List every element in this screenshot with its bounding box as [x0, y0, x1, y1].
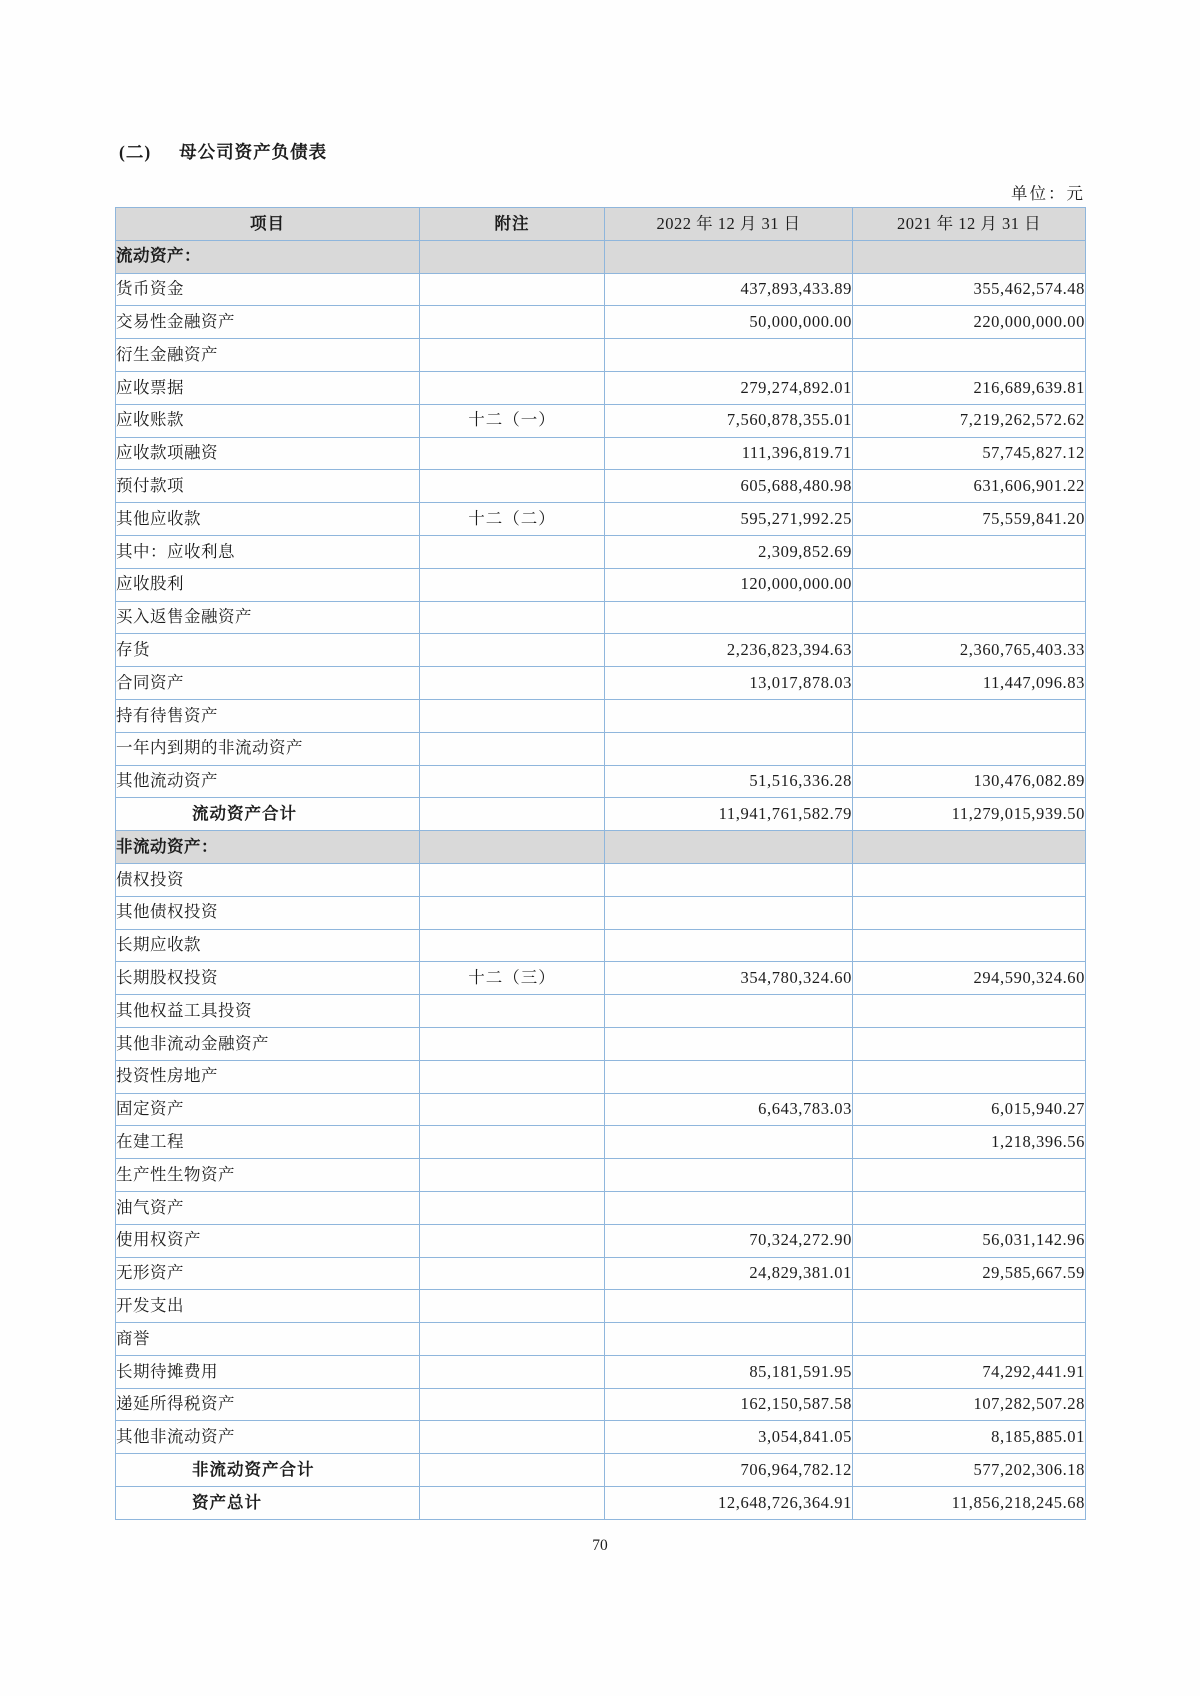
- value-2021-cell: [853, 863, 1086, 896]
- table-row: [116, 1060, 1086, 1093]
- note-cell: [420, 437, 605, 470]
- note-cell: [420, 699, 605, 732]
- value-2021-cell: [853, 995, 1086, 1028]
- table-row: [116, 1388, 1086, 1421]
- note-cell: [420, 1355, 605, 1388]
- total-row: [116, 798, 1086, 831]
- value-2021-cell: [853, 339, 1086, 372]
- table-row: [116, 699, 1086, 732]
- table-row: [116, 535, 1086, 568]
- col-header-note: 附注: [420, 208, 605, 241]
- value-2021-cell: [853, 240, 1086, 273]
- value-2021-cell: 11,447,096.83: [853, 667, 1086, 700]
- value-2021-cell: 2,360,765,403.33: [853, 634, 1086, 667]
- table-row: [116, 1159, 1086, 1192]
- col-header-item: 项目: [116, 208, 420, 241]
- value-2022-cell: [605, 863, 853, 896]
- table-row: [116, 995, 1086, 1028]
- note-cell: [420, 470, 605, 503]
- section-row: [116, 240, 1086, 273]
- value-2021-cell: 57,745,827.12: [853, 437, 1086, 470]
- value-2021-cell: 11,279,015,939.50: [853, 798, 1086, 831]
- table-row: [116, 371, 1086, 404]
- value-2022-cell: [605, 896, 853, 929]
- note-cell: [420, 339, 605, 372]
- value-2022-cell: 120,000,000.00: [605, 568, 853, 601]
- total-row: [116, 1454, 1086, 1487]
- item-cell: 持有待售资产: [116, 699, 420, 732]
- table-row: [116, 929, 1086, 962]
- value-2022-cell: 85,181,591.95: [605, 1355, 853, 1388]
- table-row: [116, 1355, 1086, 1388]
- value-2021-cell: [853, 1027, 1086, 1060]
- note-cell: [420, 995, 605, 1028]
- note-cell: [420, 896, 605, 929]
- value-2021-cell: 631,606,901.22: [853, 470, 1086, 503]
- value-2022-cell: [605, 699, 853, 732]
- item-cell: 一年内到期的非流动资产: [116, 732, 420, 765]
- value-2021-cell: 294,590,324.60: [853, 962, 1086, 995]
- value-2022-cell: 13,017,878.03: [605, 667, 853, 700]
- value-2021-cell: [853, 1159, 1086, 1192]
- table-row: [116, 732, 1086, 765]
- value-2022-cell: 2,309,852.69: [605, 535, 853, 568]
- table-row: [116, 1027, 1086, 1060]
- item-cell: 开发支出: [116, 1290, 420, 1323]
- note-cell: [420, 1027, 605, 1060]
- unit-label: 单位：元: [1011, 184, 1085, 203]
- item-cell: 应收股利: [116, 568, 420, 601]
- value-2021-cell: [853, 732, 1086, 765]
- item-cell: 长期待摊费用: [116, 1355, 420, 1388]
- value-2022-cell: 3,054,841.05: [605, 1421, 853, 1454]
- value-2022-cell: 2,236,823,394.63: [605, 634, 853, 667]
- value-2021-cell: [853, 929, 1086, 962]
- note-cell: [420, 273, 605, 306]
- value-2022-cell: [605, 929, 853, 962]
- note-cell: [420, 667, 605, 700]
- section-row: [116, 831, 1086, 864]
- value-2022-cell: [605, 1159, 853, 1192]
- note-cell: [420, 1454, 605, 1487]
- value-2022-cell: [605, 240, 853, 273]
- note-cell: [420, 732, 605, 765]
- header-row: [116, 208, 1086, 241]
- value-2022-cell: [605, 831, 853, 864]
- value-2021-cell: 29,585,667.59: [853, 1257, 1086, 1290]
- note-cell: [420, 1388, 605, 1421]
- value-2021-cell: [853, 1060, 1086, 1093]
- table-row: [116, 1323, 1086, 1356]
- note-cell: [420, 765, 605, 798]
- value-2022-cell: 111,396,819.71: [605, 437, 853, 470]
- item-cell: 买入返售金融资产: [116, 601, 420, 634]
- value-2021-cell: 216,689,639.81: [853, 371, 1086, 404]
- table-row: [116, 667, 1086, 700]
- item-cell: 其他权益工具投资: [116, 995, 420, 1028]
- item-cell: 应收票据: [116, 371, 420, 404]
- note-cell: [420, 1323, 605, 1356]
- value-2021-cell: [853, 699, 1086, 732]
- item-cell: 固定资产: [116, 1093, 420, 1126]
- item-cell: 货币资金: [116, 273, 420, 306]
- value-2022-cell: 279,274,892.01: [605, 371, 853, 404]
- value-2022-cell: 24,829,381.01: [605, 1257, 853, 1290]
- note-cell: [420, 1290, 605, 1323]
- table-row: [116, 339, 1086, 372]
- note-cell: [420, 1159, 605, 1192]
- balance-sheet-table: [115, 207, 1086, 1520]
- table-row: [116, 1421, 1086, 1454]
- note-cell: [420, 831, 605, 864]
- item-cell: 其他非流动金融资产: [116, 1027, 420, 1060]
- value-2022-cell: 51,516,336.28: [605, 765, 853, 798]
- table-row: [116, 1093, 1086, 1126]
- note-cell: [420, 306, 605, 339]
- value-2021-cell: 6,015,940.27: [853, 1093, 1086, 1126]
- note-cell: [420, 1421, 605, 1454]
- item-cell: 长期应收款: [116, 929, 420, 962]
- note-cell: [420, 1487, 605, 1520]
- value-2022-cell: 50,000,000.00: [605, 306, 853, 339]
- value-2022-cell: 595,271,992.25: [605, 503, 853, 536]
- value-2022-cell: 162,150,587.58: [605, 1388, 853, 1421]
- item-cell: 非流动资产：: [116, 831, 420, 864]
- value-2021-cell: 7,219,262,572.62: [853, 404, 1086, 437]
- item-cell: 债权投资: [116, 863, 420, 896]
- value-2022-cell: [605, 339, 853, 372]
- note-cell: [420, 371, 605, 404]
- item-cell: 商誉: [116, 1323, 420, 1356]
- table-row: [116, 568, 1086, 601]
- item-cell: 无形资产: [116, 1257, 420, 1290]
- item-cell: 其中：应收利息: [116, 535, 420, 568]
- note-cell: [420, 601, 605, 634]
- table-row: [116, 470, 1086, 503]
- value-2022-cell: [605, 601, 853, 634]
- note-cell: [420, 798, 605, 831]
- note-cell: [420, 1093, 605, 1126]
- value-2022-cell: [605, 1027, 853, 1060]
- table-row: [116, 273, 1086, 306]
- table-row: [116, 404, 1086, 437]
- section-title: [119, 139, 327, 164]
- value-2022-cell: [605, 1060, 853, 1093]
- item-cell: 长期股权投资: [116, 962, 420, 995]
- value-2021-cell: [853, 601, 1086, 634]
- item-cell: 衍生金融资产: [116, 339, 420, 372]
- value-2021-cell: 1,218,396.56: [853, 1126, 1086, 1159]
- value-2021-cell: 74,292,441.91: [853, 1355, 1086, 1388]
- section-title-text: 母公司资产负债表: [179, 142, 328, 162]
- note-cell: [420, 568, 605, 601]
- table-row: [116, 1224, 1086, 1257]
- item-cell: 非流动资产合计: [116, 1454, 420, 1487]
- item-cell: 其他应收款: [116, 503, 420, 536]
- item-cell: 合同资产: [116, 667, 420, 700]
- value-2021-cell: [853, 831, 1086, 864]
- value-2021-cell: [853, 535, 1086, 568]
- value-2022-cell: 706,964,782.12: [605, 1454, 853, 1487]
- value-2022-cell: [605, 732, 853, 765]
- value-2022-cell: [605, 1126, 853, 1159]
- item-cell: 流动资产：: [116, 240, 420, 273]
- item-cell: 流动资产合计: [116, 798, 420, 831]
- col-header-2021: 2021 年 12 月 31 日: [853, 208, 1086, 241]
- item-cell: 其他非流动资产: [116, 1421, 420, 1454]
- value-2021-cell: 130,476,082.89: [853, 765, 1086, 798]
- value-2022-cell: 437,893,433.89: [605, 273, 853, 306]
- value-2021-cell: 577,202,306.18: [853, 1454, 1086, 1487]
- value-2022-cell: 605,688,480.98: [605, 470, 853, 503]
- section-number: (二): [119, 142, 152, 162]
- item-cell: 递延所得税资产: [116, 1388, 420, 1421]
- note-cell: [420, 929, 605, 962]
- note-cell: [420, 535, 605, 568]
- item-cell: 应收账款: [116, 404, 420, 437]
- value-2022-cell: 7,560,878,355.01: [605, 404, 853, 437]
- value-2022-cell: 354,780,324.60: [605, 962, 853, 995]
- note-cell: [420, 634, 605, 667]
- item-cell: 存货: [116, 634, 420, 667]
- value-2021-cell: [853, 896, 1086, 929]
- note-cell: [420, 863, 605, 896]
- value-2022-cell: [605, 1191, 853, 1224]
- item-cell: 交易性金融资产: [116, 306, 420, 339]
- value-2021-cell: 56,031,142.96: [853, 1224, 1086, 1257]
- table-row: [116, 503, 1086, 536]
- note-cell: [420, 1224, 605, 1257]
- note-cell: [420, 1191, 605, 1224]
- table-row: [116, 634, 1086, 667]
- note-cell: 十二（一）: [420, 404, 605, 437]
- note-cell: 十二（三）: [420, 962, 605, 995]
- item-cell: 预付款项: [116, 470, 420, 503]
- item-cell: 生产性生物资产: [116, 1159, 420, 1192]
- value-2021-cell: 11,856,218,245.68: [853, 1487, 1086, 1520]
- value-2021-cell: 107,282,507.28: [853, 1388, 1086, 1421]
- value-2022-cell: 11,941,761,582.79: [605, 798, 853, 831]
- table-row: [116, 1126, 1086, 1159]
- value-2022-cell: 6,643,783.03: [605, 1093, 853, 1126]
- note-cell: [420, 1126, 605, 1159]
- table-row: [116, 601, 1086, 634]
- table-row: [116, 863, 1086, 896]
- value-2021-cell: 75,559,841.20: [853, 503, 1086, 536]
- table-row: [116, 1290, 1086, 1323]
- col-header-2022: 2022 年 12 月 31 日: [605, 208, 853, 241]
- value-2021-cell: [853, 1323, 1086, 1356]
- item-cell: 其他债权投资: [116, 896, 420, 929]
- value-2022-cell: 70,324,272.90: [605, 1224, 853, 1257]
- value-2021-cell: [853, 1290, 1086, 1323]
- value-2022-cell: [605, 995, 853, 1028]
- note-cell: [420, 1257, 605, 1290]
- item-cell: 油气资产: [116, 1191, 420, 1224]
- item-cell: 在建工程: [116, 1126, 420, 1159]
- page-number: 70: [592, 1537, 608, 1554]
- table-row: [116, 1257, 1086, 1290]
- table-row: [116, 1191, 1086, 1224]
- value-2022-cell: [605, 1290, 853, 1323]
- value-2021-cell: 220,000,000.00: [853, 306, 1086, 339]
- value-2021-cell: [853, 1191, 1086, 1224]
- table-row: [116, 306, 1086, 339]
- total-row: [116, 1487, 1086, 1520]
- item-cell: 其他流动资产: [116, 765, 420, 798]
- value-2021-cell: 355,462,574.48: [853, 273, 1086, 306]
- value-2021-cell: 8,185,885.01: [853, 1421, 1086, 1454]
- note-cell: [420, 240, 605, 273]
- value-2022-cell: 12,648,726,364.91: [605, 1487, 853, 1520]
- value-2022-cell: [605, 1323, 853, 1356]
- table-row: [116, 765, 1086, 798]
- value-2021-cell: [853, 568, 1086, 601]
- item-cell: 使用权资产: [116, 1224, 420, 1257]
- table-row: [116, 896, 1086, 929]
- item-cell: 资产总计: [116, 1487, 420, 1520]
- note-cell: [420, 1060, 605, 1093]
- table-row: [116, 437, 1086, 470]
- item-cell: 应收款项融资: [116, 437, 420, 470]
- table-row: [116, 962, 1086, 995]
- item-cell: 投资性房地产: [116, 1060, 420, 1093]
- note-cell: 十二（二）: [420, 503, 605, 536]
